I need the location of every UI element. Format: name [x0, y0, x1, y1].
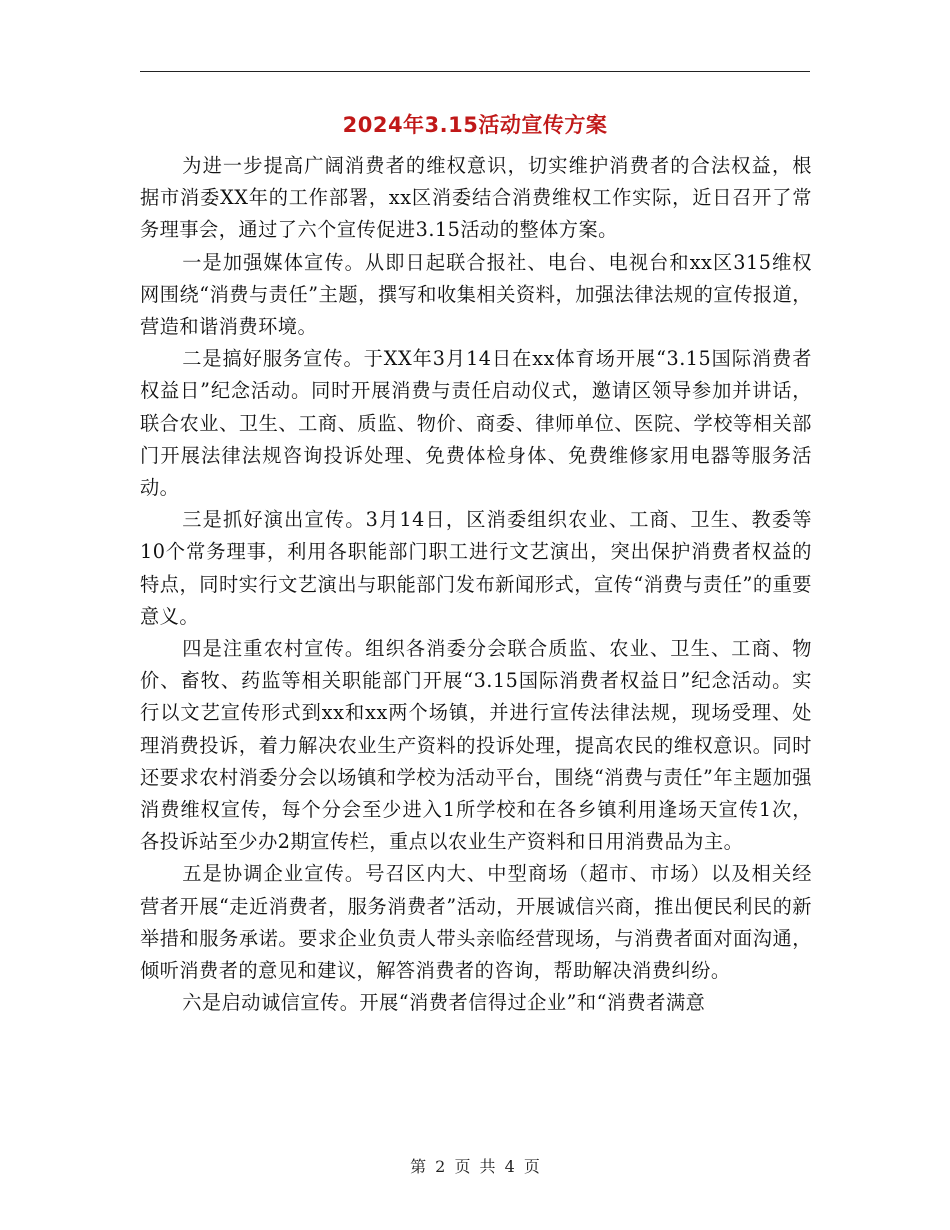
- paragraph-intro: 为进一步提高广阔消费者的维权意识，切实维护消费者的合法权益，根据市消委XX年的工作部署，xx区消委结合消费维权工作实际，近日召开了常务理事会，通过了六个宣传促进3.15活动的整体方案。: [140, 154, 812, 242]
- document-title: 2024年3.15活动宣传方案: [342, 113, 608, 137]
- paragraph-enterprise-publicity: 五是协调企业宣传。号召区内大、中型商场（超市、市场）以及相关经营者开展“走近消费者，服务消费者”活动，开展诚信兴商，推出便民利民的新举措和服务承诺。要求企业负责人带头亲临经营现场，与消费者面对面沟通，倾听消费者的意见和建议，解答消费者的咨询，帮助解决消费纠纷。: [140, 862, 812, 983]
- paragraph-service-publicity: 二是搞好服务宣传。于XX年3月14日在xx体育场开展“3.15国际消费者权益日”纪念活动。同时开展消费与责任启动仪式，邀请区领导参加并讲话，联合农业、卫生、工商、质监、物价、商委、律师单位、医院、学校等相关部门开展法律法规咨询投诉处理、免费体检身体、免费维修家用电器等服务活动。: [140, 347, 812, 500]
- header-rule: [140, 71, 810, 72]
- page-number-footer: 第 2 页 共 4 页: [410, 1157, 540, 1176]
- paragraph-integrity-publicity: 六是启动诚信宣传。开展“消费者信得过企业”和“消费者满意: [182, 991, 706, 1015]
- paragraph-media-publicity: 一是加强媒体宣传。从即日起联合报社、电台、电视台和xx区315维权网围绕“消费与责任”主题，撰写和收集相关资料，加强法律法规的宣传报道，营造和谐消费环境。: [140, 250, 812, 339]
- paragraph-performance-publicity: 三是抓好演出宣传。3月14日，区消委组织农业、工商、卫生、教委等10个常务理事，利用各职能部门职工进行文艺演出，突出保护消费者权益的特点，同时实行文艺演出与职能部门发布新闻形式，宣传“消费与责任”的重要意义。: [140, 508, 812, 628]
- paragraph-rural-publicity: 四是注重农村宣传。组织各消委分会联合质监、农业、卫生、工商、物价、畜牧、药监等相关职能部门开展“3.15国际消费者权益日”纪念活动。实行以文艺宣传形式到xx和xx两个场镇，并进行宣传法律法规，现场受理、处理消费投诉，着力解决农业生产资料的投诉处理，提高农民的维权意识。同时还要求农村消委分会以场镇和学校为活动平台，围绕“消费与责任”年主题加强消费维权宣传，每个分会至少进入1所学校和在各乡镇利用逢场天宣传1次，各投诉站至少办2期宣传栏，重点以农业生产资料和日用消费品为主。: [140, 637, 812, 854]
- document-body: [140, 150, 812, 1019]
